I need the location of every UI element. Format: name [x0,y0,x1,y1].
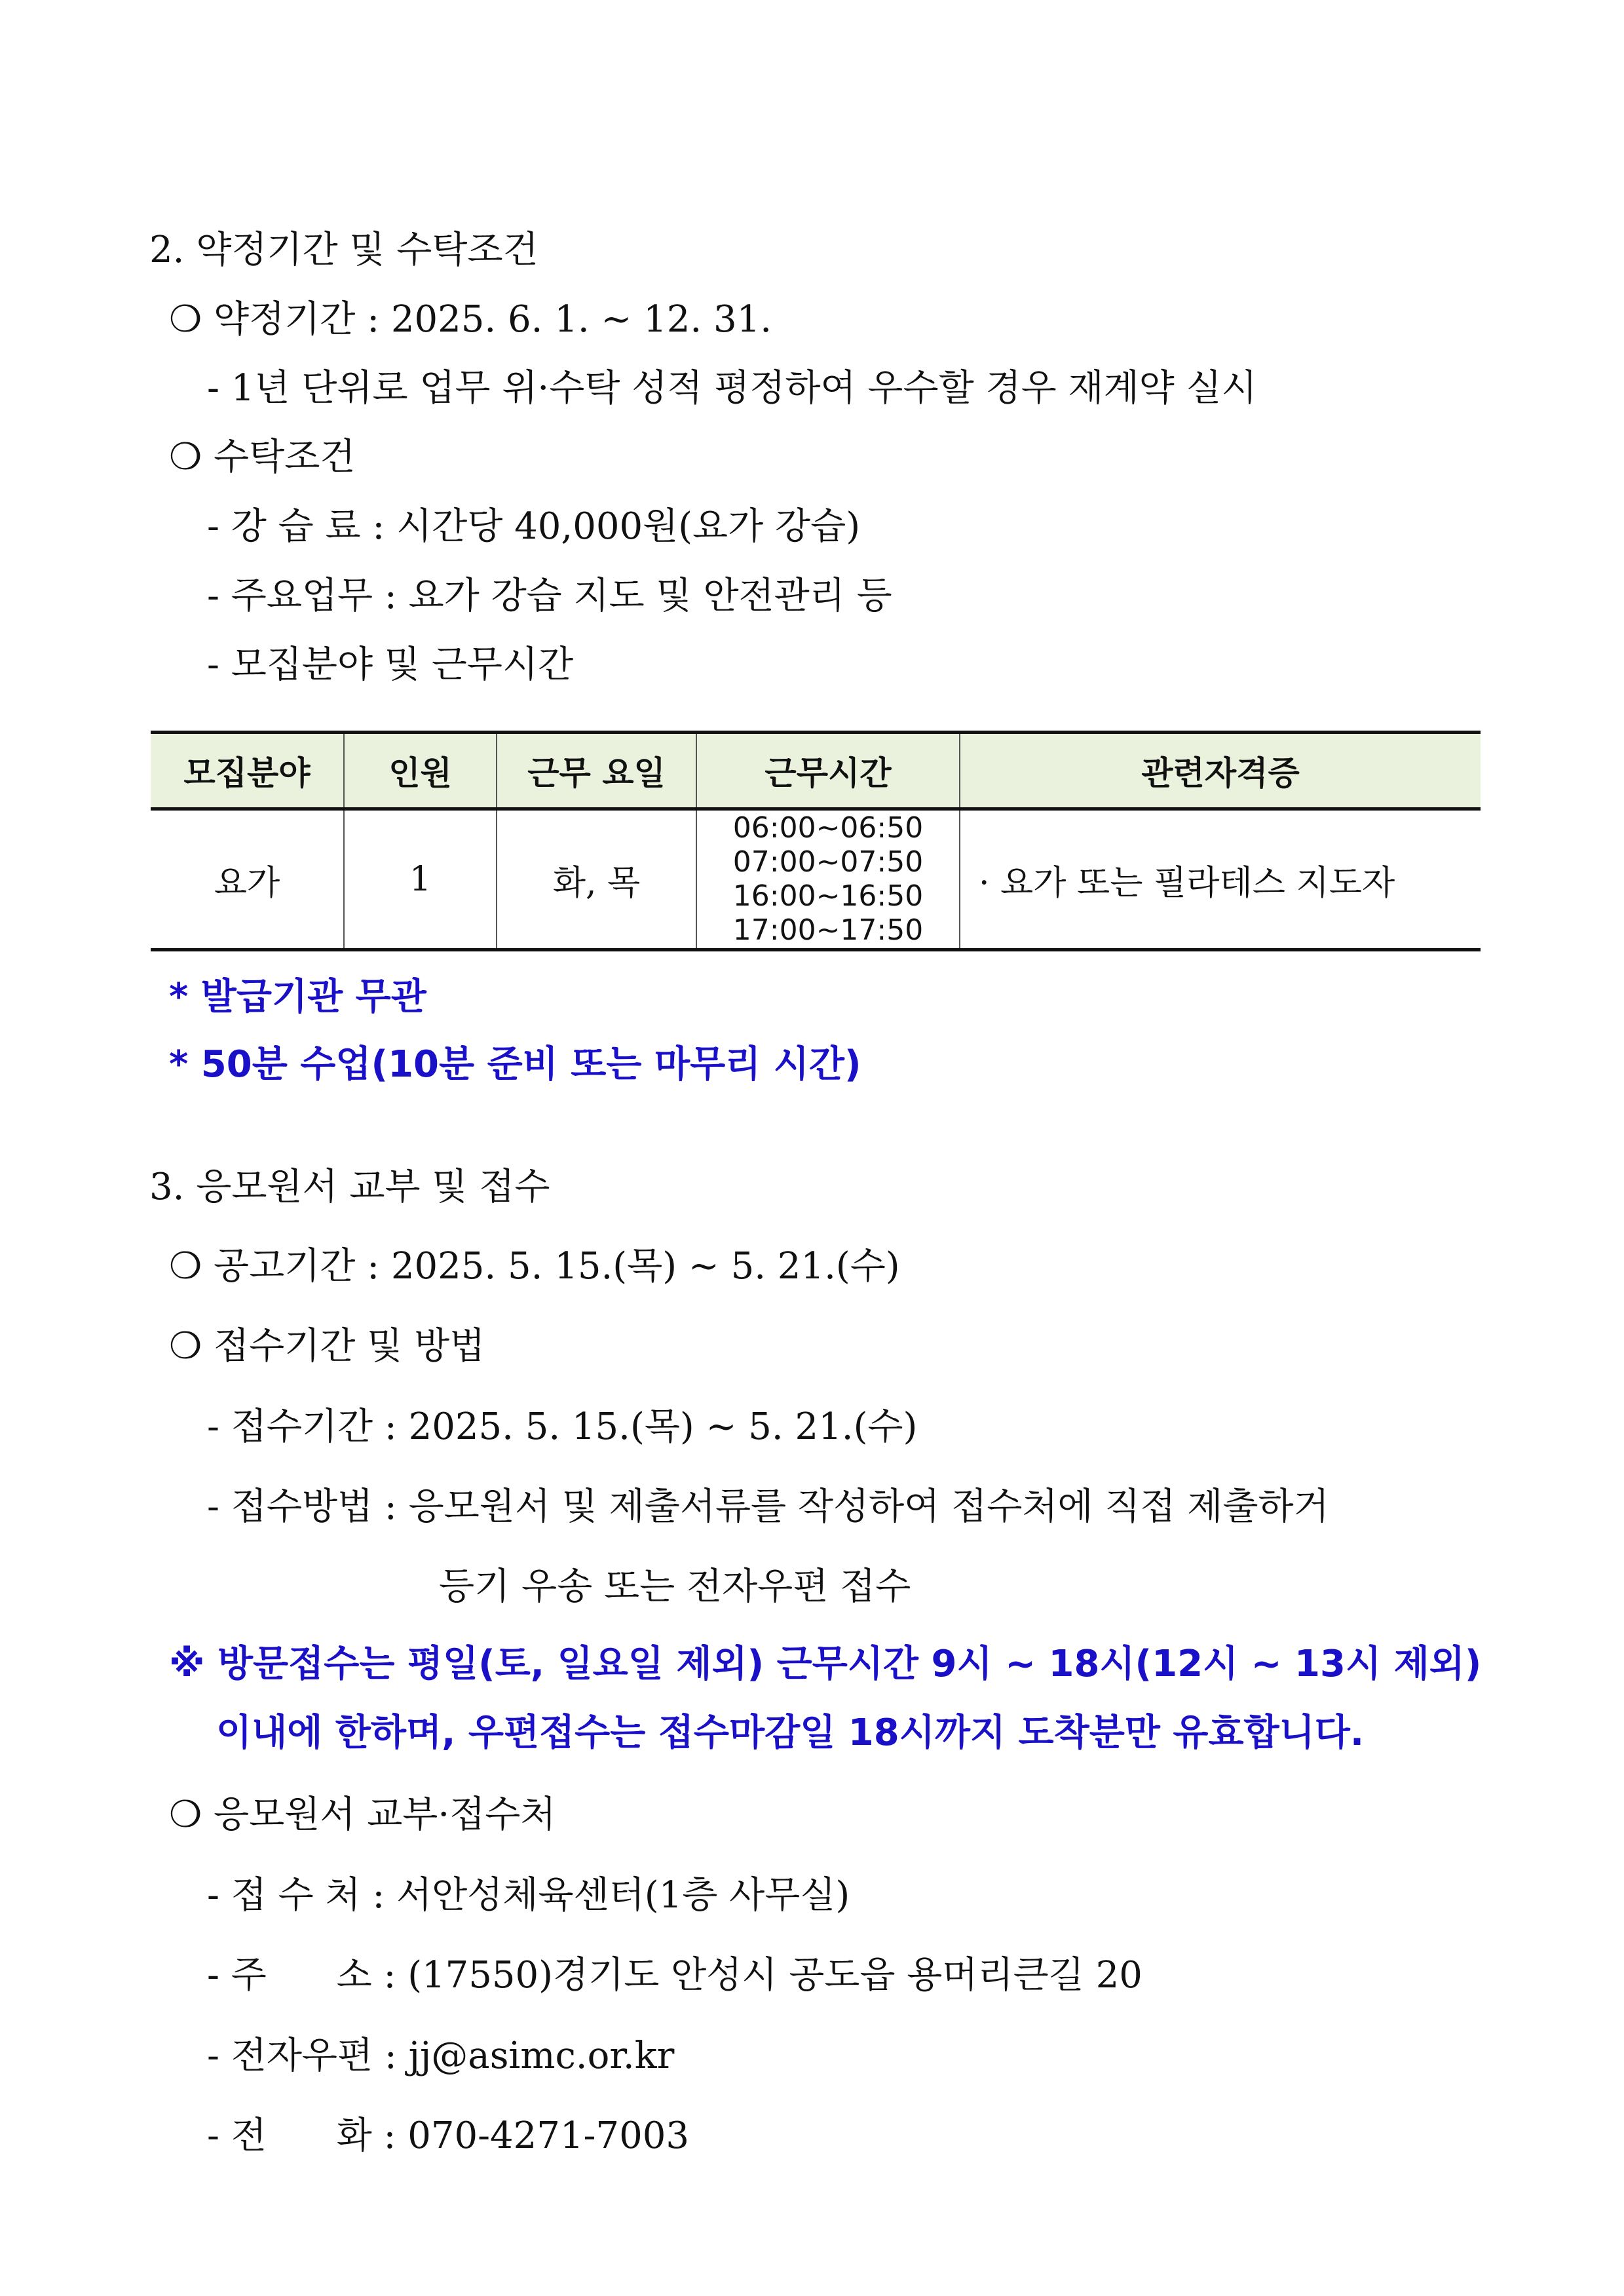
receipt-title: ❍ 접수기간 및 방법 [169,1325,485,1368]
header-count: 인원 [344,733,497,809]
visit-note-2: 이내에 한하며, 우편접수는 접수마감일 18시까지 도착분만 유효합니다. [216,1712,1365,1754]
cell-field: 요가 [151,809,344,950]
cell-count: 1 [344,809,497,950]
recruit-table [151,731,1481,951]
cell-days: 화, 목 [497,809,696,950]
table-row [151,809,1481,950]
office-phone: - 전 화 : 070-4271-7003 [207,2114,689,2157]
header-hours: 근무시간 [696,733,960,809]
notice-period: ❍ 공고기간 : 2025. 5. 15.(목) ~ 5. 21.(수) [169,1245,900,1288]
note-issuer: * 발급기관 무관 [169,976,426,1018]
fee-line: - 강 습 료 : 시간당 40,000원(요가 강습) [207,505,861,548]
conditions-title: ❍ 수탁조건 [169,436,356,478]
header-field: 모집분야 [151,733,344,809]
time-slot: 16:00~16:50 [732,879,924,913]
contract-period: ❍ 약정기간 : 2025. 6. 1. ~ 12. 31. [169,298,772,341]
table-header-row [151,733,1481,809]
cell-hours [696,809,960,950]
receipt-method-2: 등기 우송 또는 전자우편 접수 [439,1565,911,1608]
duty-line: - 주요업무 : 요가 강습 지도 및 안전관리 등 [207,575,892,617]
note-class-length: * 50분 수업(10분 준비 또는 마무리 시간) [169,1043,861,1086]
time-slot: 07:00~07:50 [732,845,924,879]
section2-heading: 2. 약정기간 및 수탁조건 [149,229,538,271]
office-place: - 접 수 처 : 서안성체육센터(1층 사무실) [207,1874,850,1917]
office-title: ❍ 응모원서 교부·접수처 [169,1793,556,1836]
office-address: - 주 소 : (17550)경기도 안성시 공도읍 용머리큰길 20 [207,1954,1142,1997]
receipt-method-1: - 접수방법 : 응모원서 및 제출서류를 작성하여 접수처에 직접 제출하거 [207,1485,1329,1528]
receipt-period: - 접수기간 : 2025. 5. 15.(목) ~ 5. 21.(수) [207,1406,918,1448]
contract-period-note: - 1년 단위로 업무 위·수탁 성적 평정하여 우수할 경우 재계약 실시 [207,367,1257,410]
visit-note-1: ※ 방문접수는 평일(토, 일요일 제외) 근무시간 9시 ~ 18시(12시 ~ 13시 제외) [169,1643,1482,1685]
time-slot: 17:00~17:50 [732,913,924,947]
header-days: 근무 요일 [497,733,696,809]
office-email[interactable]: - 전자우편 : jj@asimc.or.kr [207,2035,675,2077]
time-slot: 06:00~06:50 [732,811,924,845]
recruit-line: - 모집분야 및 근무시간 [207,643,574,686]
section3-heading: 3. 응모원서 교부 및 접수 [149,1166,550,1208]
header-qualification: 관련자격증 [960,733,1481,809]
cell-qualification: · 요가 또는 필라테스 지도자 [960,809,1481,950]
